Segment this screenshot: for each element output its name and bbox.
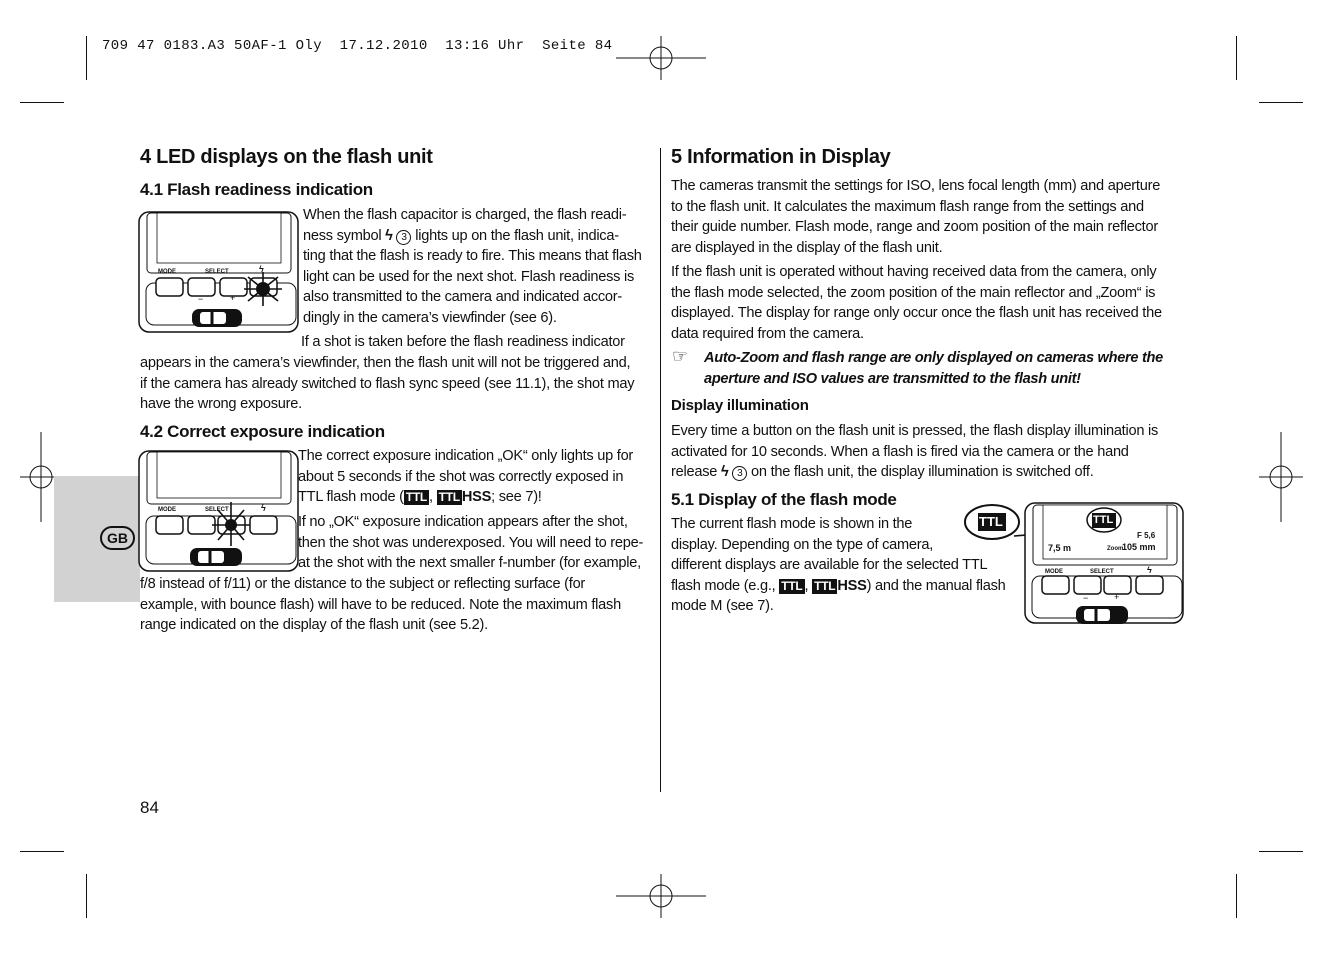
panel-select-label: SELECT [205,507,229,513]
text-line: When the flash capacitor is charged, the flash readi- [303,207,627,223]
text-line: different displays are available for the selected TTL [671,557,988,574]
panel-bolt-label: ϟ [259,264,264,274]
panel-minus-label: − [198,294,204,304]
text-line: If the flash unit is operated without having received data from the camera, only [671,264,1157,280]
hss-label: HSS [837,577,867,594]
panel-plus-label: + [1114,592,1120,602]
text-line: The cameras transmit the settings for ISO, lens focal length (mm) and aperture [671,178,1161,194]
text-line: f/8 instead of f/11) or the distance to the subject or reflecting surface (for [140,576,586,592]
panel-select-label: SELECT [205,269,229,275]
note-text [704,348,1163,389]
text-line: have the wrong exposure. [140,396,302,413]
ttl-badge: TTL [405,490,428,505]
lcd-zoom-label: Zoom [1107,546,1124,552]
text-fragment: ) and the manual flash [866,577,1006,594]
text-4-2-wrap [298,446,633,508]
panel-bolt-label: ϟ [1147,565,1152,575]
text-line: dingly in the camera’s viewfinder (see 6). [303,309,557,326]
text-fragment: lights up on the flash unit, indica- [415,227,619,244]
text-line: data required from the camera. [671,325,864,342]
text-line: the flash mode selected, the zoom position of the main reflector and „Zoom“ is [671,284,1156,301]
language-badge: GB [100,526,135,550]
text-line: ting that the flash is ready to fire. This means that flash [303,248,642,265]
text-line: at the shot with the next smaller f-number (for example, [298,555,641,572]
text-fragment: release [671,464,718,481]
lcd-aperture: F 5,6 [1137,531,1156,540]
text-line: activated for 10 seconds. When a flash is fired via the camera or the hand [671,443,1129,460]
text-line: aperture and ISO values are transmitted to the flash unit! [704,370,1081,387]
text-line: The correct exposure indication „OK“ only lights up for [298,448,634,464]
text-line: then the shot was underexposed. You will need to repe- [298,534,644,551]
text-illumination [671,421,1158,483]
ttl-badge: TTL [438,490,460,505]
text-line: appears in the camera’s viewfinder, then the flash unit will not be triggered and, [140,355,631,371]
text-fragment: , [429,489,437,506]
text-line: light can be used for the next shot. Flash readiness is [303,268,635,285]
text-line: about 5 seconds if the shot was correctly exposed in [298,468,624,485]
panel-bolt-label: ϟ [261,503,266,513]
text-line: Every time a button on the flash unit is pressed, the flash display illumination is [671,423,1159,439]
text-4-1-after [140,353,634,415]
ttl-badge: TTL [814,578,836,593]
text-fragment: on the flash unit, the display illumination is switched off. [751,464,1094,481]
text-line: displayed. The display for range only occur once the flash unit has received the [671,305,1162,322]
panel-mode-label: MODE [158,507,176,513]
lcd-range: 7,5 m [1048,543,1072,553]
text-line: also transmitted to the camera and indicated accor- [303,289,623,306]
panel-plus-label: + [230,293,236,303]
text-line: their guide number. Flash mode, range and zoom position of the main reflector [671,219,1158,236]
text-fragment: TTL flash mode ( [298,489,404,506]
heading-led-displays: 4 LED displays on the flash unit [140,146,433,168]
flash-bolt-icon: ϟ [720,464,729,481]
text-line: example, with bounce flash) will have to be reduced. Note the maximum flash [140,596,621,613]
callout-number: 3 [396,230,411,245]
heading-information-in-display: 5 Information in Display [671,146,891,168]
text-5-p2 [671,262,1162,344]
text-line: range indicated on the display of the flash unit (see 5.2). [140,617,488,634]
panel-mode-label: MODE [158,269,176,275]
text-line: If no „OK“ exposure indication appears after the shot, [298,514,628,530]
text-line [671,462,1158,483]
lcd-zoom-value: 105 mm [1122,542,1156,552]
hss-label: HSS [461,489,492,506]
text-line [298,487,633,508]
ttl-callout-label: TTL [979,514,1003,529]
ttl-badge: TTL [781,578,803,593]
text-4-1-wrap [303,205,642,329]
text-line: If a shot is taken before the flash readiness indicator [301,334,625,350]
text-fragment: flash mode (e.g., [671,577,780,594]
text-line: if the camera has already switched to flash sync speed (see 11.1), the shot may [140,375,635,392]
text-5-p1 [671,176,1160,258]
page-number: 84 [140,798,159,817]
text-4-2-after [140,574,621,636]
text-4-2-wrap-2 [298,512,643,574]
text-line: flash mode (e.g., TTL , TTL HSS) and the manual flash [671,577,1006,594]
flash-bolt-icon: ϟ [385,227,393,244]
text-line: The current flash mode is shown in the [671,516,913,532]
callout-number: 3 [732,466,747,481]
text-line: Auto-Zoom and flash range are only displayed on cameras where the [704,350,1163,366]
panel-mode-label: MODE [1045,569,1063,575]
text-line: display. Depending on the type of camera, [671,536,934,553]
text-line [303,226,642,247]
panel-select-label: SELECT [1090,569,1114,575]
pointing-hand-icon: ☞ [672,346,689,366]
text-line: are displayed in the display of the flash unit. [671,239,943,256]
text-5-1 [671,514,1006,617]
print-header: 709 47 0183.A3 50AF-1 Oly 17.12.2010 13:16 Uhr Seite 84 [102,38,613,54]
heading-4-1: 4.1 Flash readiness indication [140,180,373,199]
heading-5-1: 5.1 Display of the flash mode [671,490,897,509]
text-line: to the flash unit. It calculates the maximum flash range from the settings and [671,198,1144,215]
text-line: mode M (see 7). [671,598,774,615]
heading-4-2: 4.2 Correct exposure indication [140,422,385,441]
heading-display-illumination: Display illumination [671,397,809,414]
column-divider [660,148,661,792]
lcd-ttl-label: TTL [1093,514,1114,526]
text-fragment: ness symbol [303,227,382,244]
panel-minus-label: − [1083,593,1089,603]
text-fragment: ; see 7)! [491,489,542,506]
